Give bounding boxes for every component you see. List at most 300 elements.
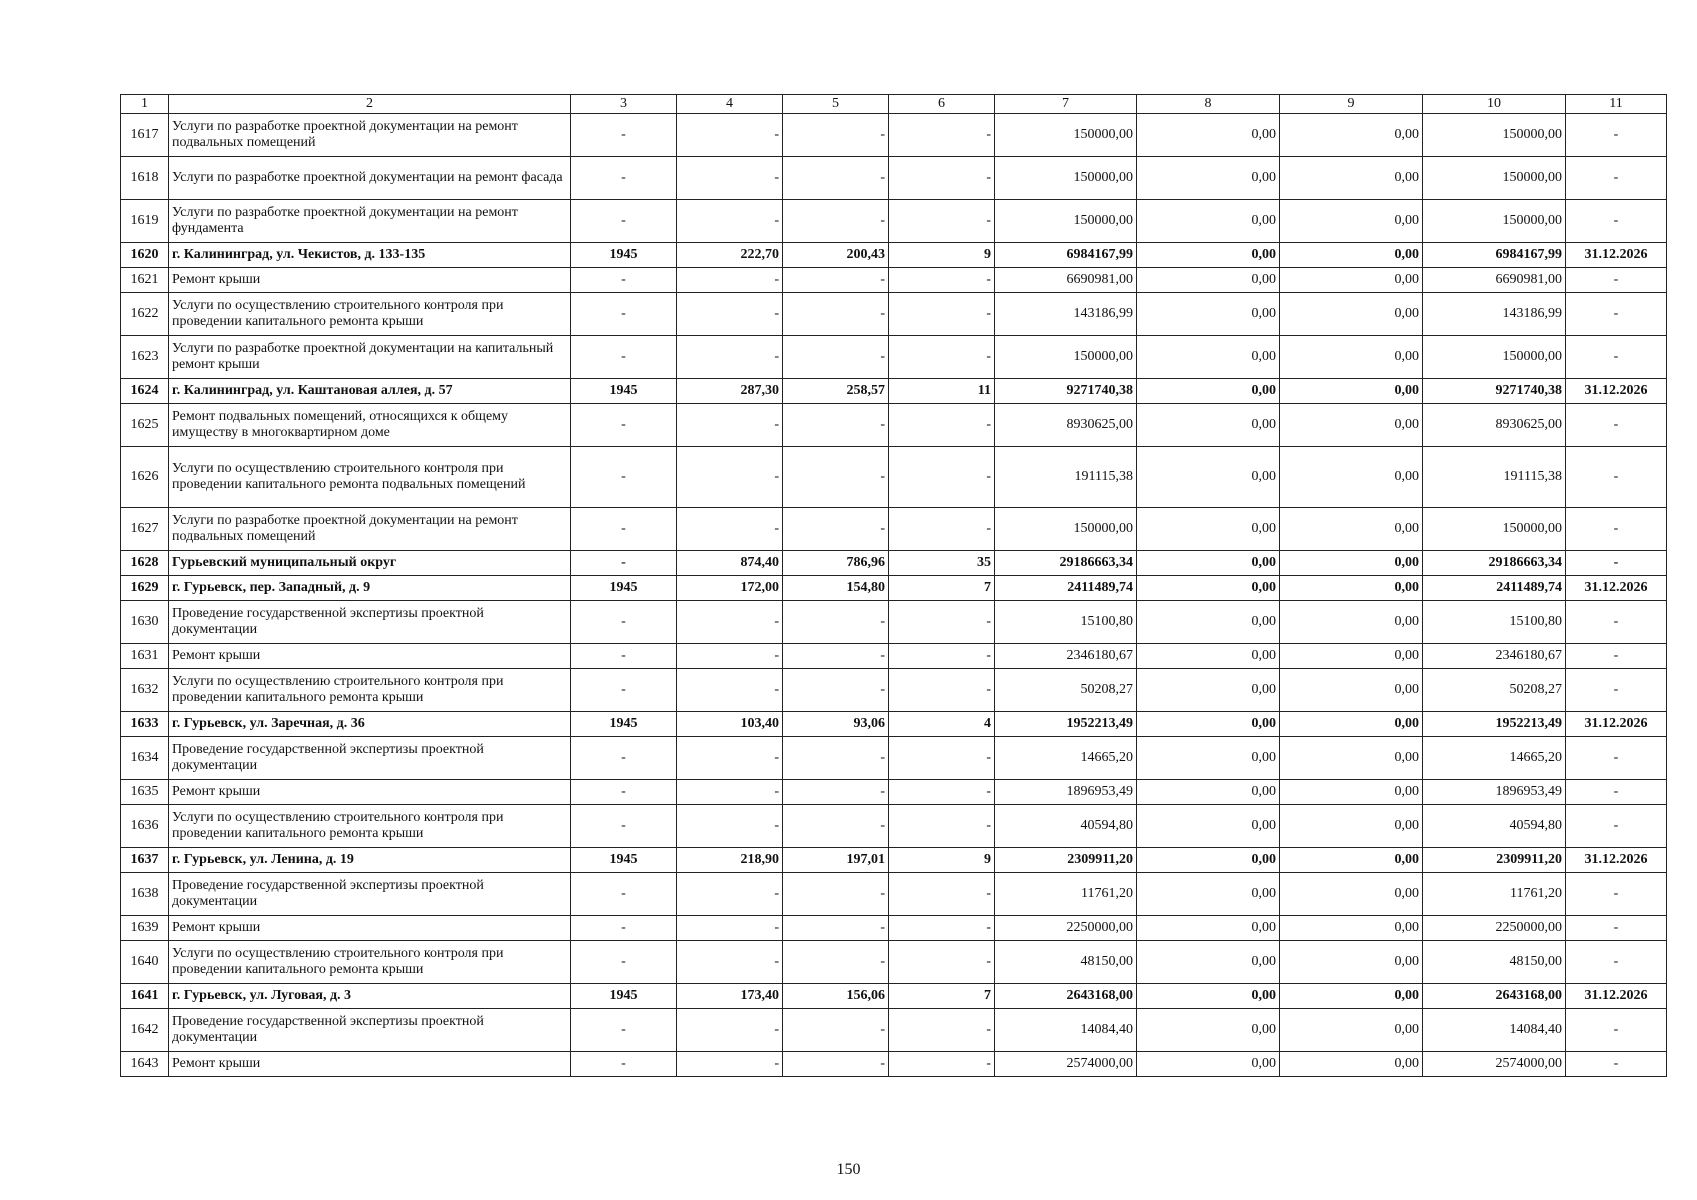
table-cell: -	[677, 669, 783, 712]
table-cell: Услуги по осуществлению строительного контроля при проведении капитального ремонта крыши	[169, 293, 571, 336]
table-cell: 0,00	[1280, 551, 1423, 576]
table-cell: -	[889, 873, 995, 916]
table-cell: 6690981,00	[1423, 268, 1566, 293]
table-cell: -	[571, 1009, 677, 1052]
table-row	[121, 644, 1667, 669]
table-cell: -	[1566, 916, 1667, 941]
table-cell: 1640	[121, 941, 169, 984]
table-cell: -	[1566, 508, 1667, 551]
table-cell: -	[571, 873, 677, 916]
table-cell: 0,00	[1137, 669, 1280, 712]
table-cell: -	[783, 941, 889, 984]
table-cell: 0,00	[1280, 404, 1423, 447]
table-cell: 1896953,49	[1423, 780, 1566, 805]
table-cell: -	[571, 447, 677, 508]
table-row-group	[121, 984, 1667, 1009]
table-cell: 1629	[121, 576, 169, 601]
table-cell: Гурьевский муниципальный округ	[169, 551, 571, 576]
table-row-group	[121, 379, 1667, 404]
table-cell: 0,00	[1137, 404, 1280, 447]
column-number: 10	[1423, 95, 1566, 114]
table-cell: 0,00	[1137, 114, 1280, 157]
table-cell: -	[783, 268, 889, 293]
table-cell: Проведение государственной экспертизы проектной документации	[169, 737, 571, 780]
table-cell: Услуги по осуществлению строительного контроля при проведении капитального ремонта крыши	[169, 805, 571, 848]
table-cell: 9271740,38	[1423, 379, 1566, 404]
table-cell: -	[677, 941, 783, 984]
table-cell: 150000,00	[1423, 508, 1566, 551]
table-cell: 0,00	[1137, 293, 1280, 336]
table-cell: -	[889, 114, 995, 157]
table-cell: 2574000,00	[1423, 1052, 1566, 1077]
table-cell: 1945	[571, 712, 677, 737]
table-cell: -	[571, 601, 677, 644]
table-cell: -	[783, 873, 889, 916]
table-cell: 0,00	[1137, 551, 1280, 576]
table-cell: 1637	[121, 848, 169, 873]
table-cell: 1896953,49	[995, 780, 1137, 805]
table-row	[121, 293, 1667, 336]
table-cell: -	[571, 114, 677, 157]
table-cell: 150000,00	[995, 336, 1137, 379]
table-cell: -	[783, 601, 889, 644]
table-cell: 0,00	[1137, 243, 1280, 268]
table-cell: 1631	[121, 644, 169, 669]
table-cell: 0,00	[1280, 941, 1423, 984]
table-cell: -	[889, 737, 995, 780]
table-row	[121, 601, 1667, 644]
table-row-group	[121, 712, 1667, 737]
table-cell: 1623	[121, 336, 169, 379]
table-cell: Услуги по осуществлению строительного контроля при проведении капитального ремонта подвальных помещений	[169, 447, 571, 508]
table-cell: 31.12.2026	[1566, 379, 1667, 404]
table-cell: -	[1566, 780, 1667, 805]
table-cell: 0,00	[1280, 576, 1423, 601]
table-cell: 1945	[571, 379, 677, 404]
table-cell: 150000,00	[995, 200, 1137, 243]
table-row	[121, 114, 1667, 157]
table-cell: 1945	[571, 848, 677, 873]
column-number: 4	[677, 95, 783, 114]
table-cell: 0,00	[1137, 984, 1280, 1009]
table-row	[121, 268, 1667, 293]
table-row	[121, 1052, 1667, 1077]
table-cell: 1627	[121, 508, 169, 551]
table-cell: -	[1566, 941, 1667, 984]
table-cell: -	[1566, 268, 1667, 293]
table-cell: -	[1566, 669, 1667, 712]
column-number: 2	[169, 95, 571, 114]
table-cell: 0,00	[1137, 200, 1280, 243]
table-cell: 1641	[121, 984, 169, 1009]
table-cell: 200,43	[783, 243, 889, 268]
table-cell: 218,90	[677, 848, 783, 873]
table-cell: 0,00	[1137, 576, 1280, 601]
table-cell: 2643168,00	[995, 984, 1137, 1009]
table-cell: -	[571, 916, 677, 941]
table-cell: 1619	[121, 200, 169, 243]
table-cell: 0,00	[1137, 601, 1280, 644]
table-cell: 1945	[571, 243, 677, 268]
table-cell: Ремонт крыши	[169, 644, 571, 669]
table-row	[121, 669, 1667, 712]
table-cell: 0,00	[1280, 114, 1423, 157]
table-cell: 1636	[121, 805, 169, 848]
table-cell: -	[677, 916, 783, 941]
table-cell: -	[783, 508, 889, 551]
table-cell: -	[889, 644, 995, 669]
table-cell: 11761,20	[995, 873, 1137, 916]
table-row-group	[121, 848, 1667, 873]
column-number-row	[121, 95, 1667, 114]
table-cell: 0,00	[1280, 805, 1423, 848]
table-cell: -	[783, 1009, 889, 1052]
table-cell: 93,06	[783, 712, 889, 737]
table-row	[121, 941, 1667, 984]
table-cell: 1945	[571, 576, 677, 601]
table-cell: 150000,00	[1423, 200, 1566, 243]
table-cell: 1633	[121, 712, 169, 737]
table-cell: 103,40	[677, 712, 783, 737]
table-cell: Услуги по разработке проектной документации на ремонт подвальных помещений	[169, 114, 571, 157]
table-cell: 0,00	[1280, 780, 1423, 805]
table-cell: 150000,00	[995, 508, 1137, 551]
table-cell: -	[677, 805, 783, 848]
table-cell: Услуги по разработке проектной документации на ремонт фасада	[169, 157, 571, 200]
column-number: 11	[1566, 95, 1667, 114]
document-table	[120, 94, 1667, 1077]
table-cell: 0,00	[1280, 669, 1423, 712]
table-cell: 9	[889, 848, 995, 873]
table-row-group	[121, 243, 1667, 268]
table-row	[121, 805, 1667, 848]
table-cell: -	[783, 669, 889, 712]
table-cell: 0,00	[1137, 712, 1280, 737]
table-cell: -	[571, 669, 677, 712]
table-cell: 31.12.2026	[1566, 243, 1667, 268]
table-cell: 0,00	[1280, 1009, 1423, 1052]
table-cell: 2250000,00	[995, 916, 1137, 941]
table-cell: 0,00	[1137, 508, 1280, 551]
table-cell: 1643	[121, 1052, 169, 1077]
table-cell: -	[889, 508, 995, 551]
table-cell: -	[889, 601, 995, 644]
table-cell: 0,00	[1280, 243, 1423, 268]
table-cell: 0,00	[1137, 780, 1280, 805]
table-cell: 1634	[121, 737, 169, 780]
table-cell: Ремонт крыши	[169, 1052, 571, 1077]
table-cell: -	[1566, 737, 1667, 780]
table-cell: -	[889, 941, 995, 984]
table-cell: 0,00	[1280, 984, 1423, 1009]
table-cell: -	[1566, 601, 1667, 644]
table-cell: 150000,00	[1423, 336, 1566, 379]
table-cell: -	[783, 737, 889, 780]
table-cell: 143186,99	[995, 293, 1137, 336]
table-cell: -	[783, 805, 889, 848]
table-cell: 150000,00	[995, 157, 1137, 200]
table-row	[121, 1009, 1667, 1052]
table-cell: -	[677, 780, 783, 805]
table-cell: 786,96	[783, 551, 889, 576]
table-cell: -	[677, 447, 783, 508]
table-cell: -	[571, 157, 677, 200]
table-cell: 0,00	[1137, 644, 1280, 669]
table-cell: Услуги по разработке проектной документации на ремонт подвальных помещений	[169, 508, 571, 551]
table-cell: -	[783, 1052, 889, 1077]
table-cell: 31.12.2026	[1566, 984, 1667, 1009]
table-cell: 0,00	[1137, 268, 1280, 293]
table-cell: -	[1566, 644, 1667, 669]
table-cell: -	[571, 551, 677, 576]
table-cell: -	[1566, 1052, 1667, 1077]
table-cell: 1625	[121, 404, 169, 447]
table-cell: Проведение государственной экспертизы проектной документации	[169, 1009, 571, 1052]
table-cell: г. Гурьевск, ул. Заречная, д. 36	[169, 712, 571, 737]
table-cell: 150000,00	[1423, 114, 1566, 157]
table-cell: 40594,80	[995, 805, 1137, 848]
table-cell: -	[889, 780, 995, 805]
table-cell: -	[677, 293, 783, 336]
table-cell: -	[677, 873, 783, 916]
table-cell: -	[677, 601, 783, 644]
table-cell: 2346180,67	[1423, 644, 1566, 669]
table-row	[121, 916, 1667, 941]
table-cell: -	[571, 268, 677, 293]
table-cell: 2411489,74	[1423, 576, 1566, 601]
column-number: 8	[1137, 95, 1280, 114]
table-cell: Ремонт крыши	[169, 780, 571, 805]
table-cell: 6690981,00	[995, 268, 1137, 293]
table-cell: -	[783, 916, 889, 941]
table-cell: -	[889, 200, 995, 243]
table-cell: 48150,00	[1423, 941, 1566, 984]
table-cell: -	[1566, 404, 1667, 447]
table-cell: -	[1566, 200, 1667, 243]
table-cell: 11	[889, 379, 995, 404]
table-cell: 0,00	[1280, 916, 1423, 941]
table-cell: 0,00	[1280, 379, 1423, 404]
table-cell: -	[783, 293, 889, 336]
table-cell: -	[1566, 1009, 1667, 1052]
table-cell: 7	[889, 576, 995, 601]
table-cell: 150000,00	[995, 114, 1137, 157]
table-cell: -	[571, 1052, 677, 1077]
table-cell: -	[889, 268, 995, 293]
table-cell: 0,00	[1137, 1052, 1280, 1077]
table-cell: 7	[889, 984, 995, 1009]
table-cell: 143186,99	[1423, 293, 1566, 336]
table-cell: 0,00	[1280, 1052, 1423, 1077]
table-cell: 154,80	[783, 576, 889, 601]
table-cell: 0,00	[1137, 941, 1280, 984]
table-cell: 150000,00	[1423, 157, 1566, 200]
table-cell: 0,00	[1280, 336, 1423, 379]
table-cell: -	[677, 404, 783, 447]
table-cell: -	[571, 780, 677, 805]
table-cell: 0,00	[1280, 268, 1423, 293]
table-cell: 11761,20	[1423, 873, 1566, 916]
table-cell: 29186663,34	[1423, 551, 1566, 576]
table-cell: 2309911,20	[995, 848, 1137, 873]
table-cell: 0,00	[1280, 200, 1423, 243]
table-cell: -	[677, 1009, 783, 1052]
table-cell: 8930625,00	[995, 404, 1137, 447]
column-number: 6	[889, 95, 995, 114]
table-cell: 14665,20	[995, 737, 1137, 780]
table-cell: 0,00	[1137, 336, 1280, 379]
table-cell: -	[889, 404, 995, 447]
table-cell: -	[1566, 805, 1667, 848]
table-cell: -	[889, 916, 995, 941]
table-cell: Проведение государственной экспертизы проектной документации	[169, 601, 571, 644]
table-cell: г. Гурьевск, ул. Луговая, д. 3	[169, 984, 571, 1009]
table-row	[121, 737, 1667, 780]
table-cell: -	[889, 1052, 995, 1077]
table-cell: -	[677, 508, 783, 551]
table-cell: -	[1566, 157, 1667, 200]
column-number: 5	[783, 95, 889, 114]
table-cell: -	[889, 336, 995, 379]
table-cell: 197,01	[783, 848, 889, 873]
table-cell: Ремонт крыши	[169, 268, 571, 293]
table-row	[121, 200, 1667, 243]
table-cell: -	[571, 404, 677, 447]
table-cell: 6984167,99	[1423, 243, 1566, 268]
table-cell: -	[571, 336, 677, 379]
table-cell: 50208,27	[995, 669, 1137, 712]
table-cell: -	[1566, 447, 1667, 508]
table-cell: 1639	[121, 916, 169, 941]
table-cell: 9271740,38	[995, 379, 1137, 404]
table-cell: г. Калининград, ул. Чекистов, д. 133-135	[169, 243, 571, 268]
table-cell: 1617	[121, 114, 169, 157]
table-cell: 0,00	[1280, 157, 1423, 200]
table-cell: -	[783, 404, 889, 447]
table-cell: -	[783, 200, 889, 243]
table-cell: Услуги по разработке проектной документации на ремонт фундамента	[169, 200, 571, 243]
table-cell: 31.12.2026	[1566, 576, 1667, 601]
table-cell: 29186663,34	[995, 551, 1137, 576]
table-cell: г. Гурьевск, пер. Западный, д. 9	[169, 576, 571, 601]
table-cell: Услуги по осуществлению строительного контроля при проведении капитального ремонта крыши	[169, 941, 571, 984]
table-cell: 1945	[571, 984, 677, 1009]
table-row	[121, 873, 1667, 916]
table-cell: 0,00	[1137, 379, 1280, 404]
table-cell: -	[571, 805, 677, 848]
table-row	[121, 336, 1667, 379]
table-cell: 0,00	[1280, 737, 1423, 780]
table-cell: 156,06	[783, 984, 889, 1009]
table-row	[121, 508, 1667, 551]
table-cell: 1642	[121, 1009, 169, 1052]
table-cell: 0,00	[1280, 644, 1423, 669]
table-cell: 1618	[121, 157, 169, 200]
table-cell: 1952213,49	[1423, 712, 1566, 737]
table-cell: 0,00	[1137, 805, 1280, 848]
table-cell: -	[571, 941, 677, 984]
table-cell: -	[677, 268, 783, 293]
table-cell: 258,57	[783, 379, 889, 404]
table-cell: Услуги по осуществлению строительного контроля при проведении капитального ремонта крыши	[169, 669, 571, 712]
table-cell: 9	[889, 243, 995, 268]
table-cell: 222,70	[677, 243, 783, 268]
table-cell: 2346180,67	[995, 644, 1137, 669]
table-cell: 6984167,99	[995, 243, 1137, 268]
table-cell: 0,00	[1137, 916, 1280, 941]
table-cell: 1626	[121, 447, 169, 508]
table-cell: -	[889, 293, 995, 336]
table-cell: -	[571, 200, 677, 243]
table-cell: 172,00	[677, 576, 783, 601]
table-cell: 2309911,20	[1423, 848, 1566, 873]
table-cell: 15100,80	[995, 601, 1137, 644]
table-cell: -	[889, 669, 995, 712]
table-cell: 1620	[121, 243, 169, 268]
table-cell: -	[571, 737, 677, 780]
table-cell: 8930625,00	[1423, 404, 1566, 447]
table-row	[121, 447, 1667, 508]
table-cell: 0,00	[1137, 873, 1280, 916]
table-cell: 1630	[121, 601, 169, 644]
table-cell: -	[783, 114, 889, 157]
table-cell: 40594,80	[1423, 805, 1566, 848]
table-row	[121, 780, 1667, 805]
table-cell: 2574000,00	[995, 1052, 1137, 1077]
table-cell: 1622	[121, 293, 169, 336]
table-cell: -	[1566, 336, 1667, 379]
table-cell: Услуги по разработке проектной документации на капитальный ремонт крыши	[169, 336, 571, 379]
table-cell: 4	[889, 712, 995, 737]
column-number: 1	[121, 95, 169, 114]
table-cell: 1638	[121, 873, 169, 916]
table-cell: 0,00	[1280, 293, 1423, 336]
table-cell: 2411489,74	[995, 576, 1137, 601]
table-cell: 14665,20	[1423, 737, 1566, 780]
table-cell: 1628	[121, 551, 169, 576]
table-cell: 1952213,49	[995, 712, 1137, 737]
table-cell: -	[889, 1009, 995, 1052]
table-cell: 2250000,00	[1423, 916, 1566, 941]
table-cell: -	[1566, 873, 1667, 916]
table-cell: -	[677, 644, 783, 669]
table-cell: 14084,40	[995, 1009, 1137, 1052]
table-cell: 1624	[121, 379, 169, 404]
table-cell: 2643168,00	[1423, 984, 1566, 1009]
table-cell: 0,00	[1280, 508, 1423, 551]
table-cell: -	[783, 780, 889, 805]
table-cell: -	[889, 447, 995, 508]
table-cell: 191115,38	[1423, 447, 1566, 508]
table-cell: -	[783, 644, 889, 669]
table-cell: 0,00	[1280, 712, 1423, 737]
table-cell: 31.12.2026	[1566, 712, 1667, 737]
table-cell: -	[1566, 293, 1667, 336]
table-cell: -	[889, 157, 995, 200]
table-cell: -	[571, 644, 677, 669]
table-cell: 1635	[121, 780, 169, 805]
table-cell: -	[571, 508, 677, 551]
table-cell: -	[1566, 114, 1667, 157]
table-cell: -	[677, 114, 783, 157]
table-cell: 0,00	[1280, 601, 1423, 644]
table-cell: г. Гурьевск, ул. Ленина, д. 19	[169, 848, 571, 873]
table-cell: 191115,38	[995, 447, 1137, 508]
table-cell: Проведение государственной экспертизы проектной документации	[169, 873, 571, 916]
table-cell: -	[677, 200, 783, 243]
table-row	[121, 157, 1667, 200]
column-number: 7	[995, 95, 1137, 114]
